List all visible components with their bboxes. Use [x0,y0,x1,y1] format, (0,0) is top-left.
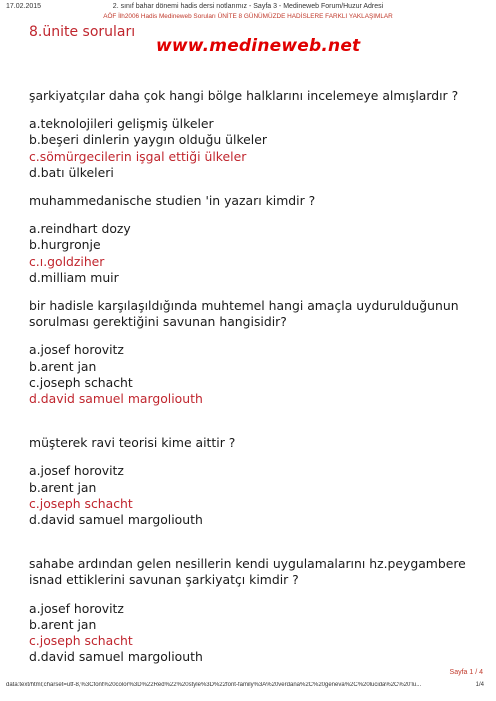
option-a: a.josef horovitz [29,342,124,358]
header-title: 2. sınıf bahar dönemi hadis dersi notlarımız - Sayfa 3 - Medineweb Forum/Huzur Adresi [112,3,384,10]
option-d-answer: d.david samuel margoliouth [29,391,203,407]
question-list [29,88,479,677]
option-a: a.teknolojileri gelişmiş ülkeler [29,116,214,132]
spacer [29,419,479,435]
question-3 [29,298,479,407]
option-b: b.arent jan [29,358,97,374]
question-text: sahabe ardından gelen nesillerin kendi uygulamalarını hz.peygambere isnad ettiklerini savunan şarkiyatçı kimdir ? [29,556,466,588]
site-watermark: www.medineweb.net [156,36,361,56]
option-c-answer: c.ı.goldziher [29,253,105,269]
option-a: a.josef horovitz [29,600,124,616]
option-c-answer: c.joseph schacht [29,495,133,511]
option-d: d.milliam muir [29,269,119,285]
question-text: bir hadisle karşılaşıldığında muhtemel hangi amaçla uydurulduğunun sorulması gerektiğini savunan hangisidir? [29,298,459,330]
option-d: d.batı ülkeleri [29,164,114,180]
question-5 [29,556,479,665]
footer-page: 1/4 [475,682,484,688]
option-b: b.beşeri dinlerin yaygın olduğu ülkeler [29,132,267,148]
question-text: muhammedanische studien 'in yazarı kimdir ? [29,193,316,209]
header-date: 17.02.2015 [6,3,42,10]
option-a: a.reindhart dozy [29,221,131,237]
page-counter: Sayfa 1 / 4 [449,669,483,676]
option-c-answer: c.joseph schacht [29,633,133,649]
option-b: b.arent jan [29,479,97,495]
question-4 [29,435,479,528]
option-a: a.josef horovitz [29,463,124,479]
option-c-answer: c.sömürgecilerin işgal ettiği ülkeler [29,148,247,164]
question-text: müşterek ravi teorisi kime aittir ? [29,435,236,451]
option-c: c.joseph schacht [29,374,133,390]
footer-url: data:text/html;charset=utf-8,%3Cfont%20color%3D%22Red%22%20style%3D%22font-family%3A%20verdana%2C%20geneva%2C%20lucida%2C%20'lu... [6,682,422,688]
header-subtitle: AÖF İlh2006 Hadis Medineweb Soruları ÜNİTE 8 GÜNÜMÜZDE HADİSLERE FARKLI YAKLAŞIMLAR [103,13,393,20]
option-d: d.david samuel margoliouth [29,649,203,665]
question-1 [29,88,479,181]
option-b: b.arent jan [29,616,97,632]
question-text: şarkiyatçılar daha çok hangi bölge halklarını incelemeye almışlardır ? [29,88,459,103]
spacer [29,540,479,556]
option-d: d.david samuel margoliouth [29,512,203,528]
option-b: b.hurgronje [29,237,101,253]
section-title: 8.ünite soruları [29,24,136,40]
question-2 [29,193,479,286]
